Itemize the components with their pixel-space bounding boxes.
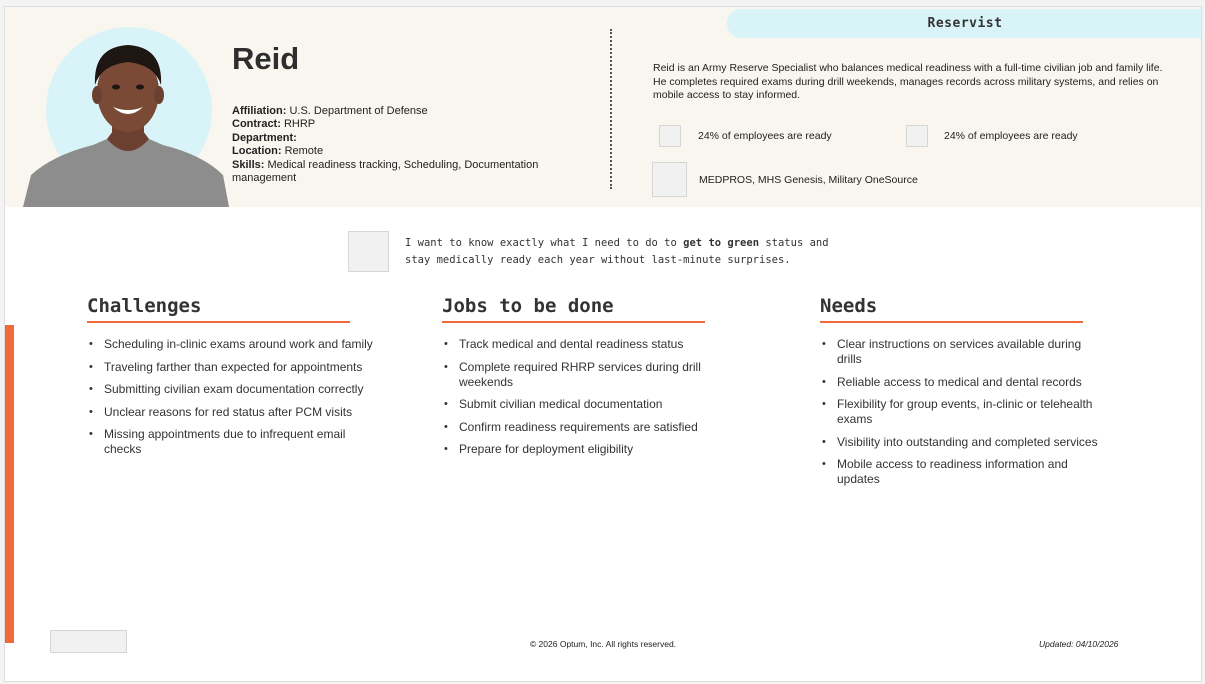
stat-readiness-1 [659,125,832,147]
list-item: • Unclear reasons for red status after PCM visits [104,405,376,420]
detail-location: Location: Remote [232,145,324,158]
persona-header [5,7,1201,207]
role-tag: Reservist [727,9,1202,38]
section-title: Challenges [87,295,350,323]
detail-contract: Contract: RHRP [232,118,316,131]
list-item: • Traveling farther than expected for appointments [104,360,376,375]
list-item: • Reliable access to medical and dental records [837,375,1109,390]
needs-list [820,337,1120,487]
needs-section [820,295,1120,495]
list-item: • Mobile access to readiness information and updates [837,457,1109,487]
persona-card [4,6,1202,682]
quote-icon [348,231,389,272]
stat-text: 24% of employees are ready [698,130,832,142]
systems-icon [652,162,687,197]
jobs-section [442,295,742,465]
list-item: • Missing appointments due to infrequent email checks [104,427,376,457]
stat-icon [906,125,928,147]
list-item: • Confirm readiness requirements are satisfied [459,420,731,435]
list-item: • Visibility into outstanding and completed services [837,435,1109,450]
stat-icon [659,125,681,147]
persona-name: Reid [232,41,300,76]
challenges-section [87,295,387,465]
updated-date: Updated: 04/10/2026 [1039,639,1119,649]
systems-text: MEDPROS, MHS Genesis, Military OneSource [699,173,918,186]
list-item: • Track medical and dental readiness status [459,337,731,352]
jobs-list [442,337,742,457]
systems-row [652,162,918,197]
list-item: • Flexibility for group events, in-clinic or telehealth exams [837,397,1109,427]
stat-readiness-2 [906,125,1078,147]
list-item: • Prepare for deployment eligibility [459,442,731,457]
copyright: © 2026 Optum, Inc. All rights reserved. [529,639,677,649]
section-title: Needs [820,295,1083,323]
persona-photo [23,35,229,207]
list-item: • Scheduling in-clinic exams around work and family [104,337,376,352]
persona-quote: I want to know exactly what I need to do to get to green status and stay medically ready each year without last-minute surprises. [405,237,829,266]
persona-summary: Reid is an Army Reserve Specialist who balances medical readiness with a full-time civilian job and family life. He completes required exams during drill weekends, manages records across military systems, and relies on mobile access to stay informed. [653,62,1163,101]
persona-details [232,105,567,185]
challenges-list [87,337,387,457]
detail-skills: Skills: Medical readiness tracking, Scheduling, Documentation management [232,158,539,185]
accent-bar [5,325,14,643]
list-item: • Complete required RHRP services during drill weekends [459,360,731,390]
dotted-divider [610,29,612,189]
stat-text: 24% of employees are ready [944,130,1078,142]
detail-department: Department: [232,131,297,144]
detail-affiliation: Affiliation: U.S. Department of Defense [232,105,428,117]
list-item: • Submit civilian medical documentation [459,397,731,412]
list-item: • Submitting civilian exam documentation correctly [104,382,376,397]
list-item: • Clear instructions on services available during drills [837,337,1109,367]
section-title: Jobs to be done [442,295,705,323]
